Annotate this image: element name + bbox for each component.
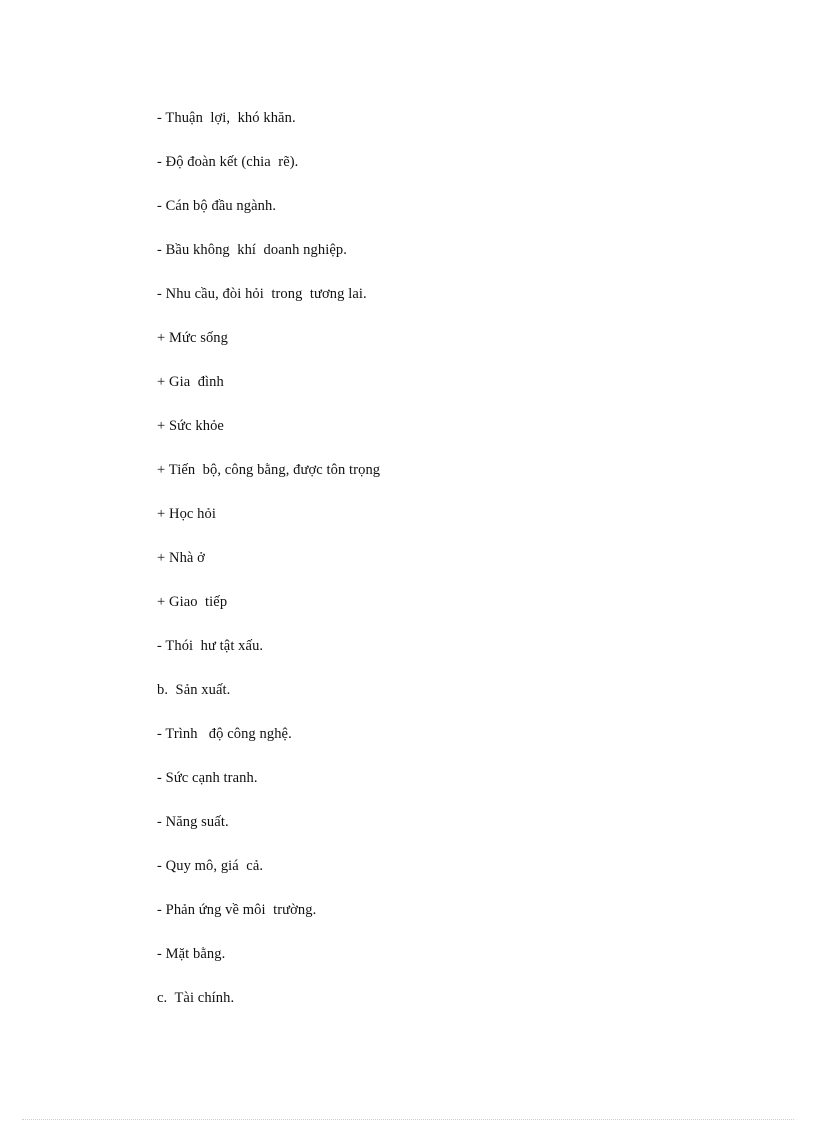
line-do-doan-ket: - Độ đoàn kết (chia rẽ). xyxy=(157,154,299,170)
heading-san-xuat: b. Sản xuất. xyxy=(157,682,231,698)
line-phan-ung: - Phản ứng về môi trường. xyxy=(157,902,317,918)
line-thuan-loi: - Thuận lợi, khó khăn. xyxy=(157,110,296,126)
line-mat-bang: - Mặt bằng. xyxy=(157,946,226,962)
line-bau-khong-khi: - Bầu không khí doanh nghiệp. xyxy=(157,242,347,258)
line-suc-canh-tranh: - Sức cạnh tranh. xyxy=(157,770,258,786)
heading-tai-chinh: c. Tài chính. xyxy=(157,990,235,1006)
line-nhu-cau: - Nhu cầu, đòi hỏi trong tương lai. xyxy=(157,286,367,302)
line-gia-dinh: + Gia đình xyxy=(157,374,224,390)
line-muc-song: + Mức sống xyxy=(157,330,229,346)
line-tien-bo: + Tiến bộ, công bằng, được tôn trọng xyxy=(157,462,381,478)
line-hoc-hoi: + Học hỏi xyxy=(157,506,217,522)
line-trinh-do: - Trình độ công nghệ. xyxy=(157,726,292,742)
content-lines xyxy=(157,108,380,1032)
line-giao-tiep: + Giao tiếp xyxy=(157,594,228,610)
page-bottom-divider xyxy=(22,1119,794,1120)
line-suc-khoe: + Sức khỏe xyxy=(157,418,224,434)
line-thoi-hu: - Thói hư tật xấu. xyxy=(157,638,264,654)
line-nha-o: + Nhà ở xyxy=(157,550,205,566)
line-can-bo: - Cán bộ đầu ngành. xyxy=(157,198,277,214)
line-quy-mo: - Quy mô, giá cả. xyxy=(157,858,264,874)
line-nang-suat: - Năng suất. xyxy=(157,814,229,830)
